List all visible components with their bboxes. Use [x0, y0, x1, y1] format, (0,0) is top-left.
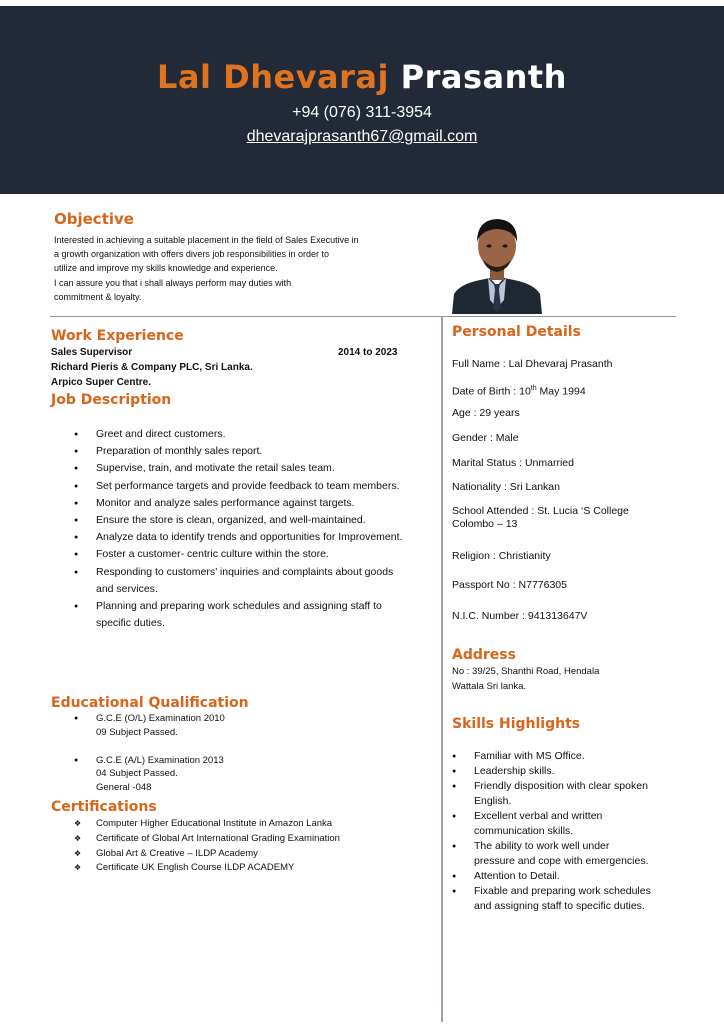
email-link[interactable]: dhevarajprasanth67@gmail.com	[246, 128, 478, 145]
address-line: Wattala Sri lanka.	[452, 680, 527, 692]
list-item: ● Monitor and analyze sales performance against targets.	[74, 495, 404, 512]
list-item: ● Planning and preparing work schedules and assigning staff to specific duties.	[74, 598, 404, 632]
person-portrait-icon	[450, 208, 544, 314]
education-stream: General -048	[96, 782, 152, 794]
list-item: ❖ Global Art & Creative – ILDP Academy	[74, 847, 424, 862]
objective-text	[54, 233, 404, 304]
list-item	[74, 712, 404, 740]
list-item: ● Supervise, train, and motivate the retail sales team.	[74, 460, 404, 477]
list-item: ● The ability to work well under pressure and cope with emergencies.	[452, 839, 652, 869]
education-heading: Educational Qualification	[51, 695, 249, 711]
list-item: ● Familiar with MS Office.	[452, 749, 652, 764]
skills-list	[452, 749, 652, 914]
gender: Gender : Male	[452, 432, 519, 444]
passport-number: Passport No : N7776305	[452, 579, 567, 591]
list-item: ● Preparation of monthly sales report.	[74, 443, 404, 460]
dob-ordinal: th	[530, 385, 537, 392]
list-item: ● Attention to Detail.	[452, 869, 652, 884]
first-name: Lal Dhevaraj	[157, 58, 389, 96]
address-line: No : 39/25, Shanthi Road, Hendala	[452, 666, 600, 677]
list-item: ❖ Certificate UK English Course ILDP ACADEMY	[74, 861, 424, 876]
education-exam: ● G.C.E (O/L) Examination 2010	[96, 713, 225, 724]
education-list	[74, 712, 404, 809]
objective-line: utilize and improve my skills knowledge and experience.	[54, 263, 278, 274]
section-divider-horizontal	[50, 316, 676, 317]
list-item: ● Fixable and preparing work schedules and assigning staff to specific duties.	[452, 884, 652, 914]
list-item: ● Greet and direct customers.	[74, 426, 404, 443]
list-item: ● Leadership skills.	[452, 764, 652, 779]
certifications-heading: Certifications	[51, 799, 157, 815]
nationality: Nationality : Sri Lankan	[452, 481, 560, 493]
objective-heading: Objective	[54, 210, 134, 228]
list-item: ❖ Computer Higher Educational Institute in Amazon Lanka	[74, 817, 424, 832]
objective-line: I can assure you that i shall always perform may duties with	[54, 277, 292, 288]
education-result: 09 Subject Passed.	[96, 726, 178, 738]
certifications-list	[74, 817, 424, 876]
profile-photo	[450, 208, 544, 314]
last-name: Prasanth	[400, 58, 567, 96]
list-item: ● Foster a customer- centric culture within the store.	[74, 546, 404, 563]
candidate-name	[0, 58, 724, 96]
company-name: Richard Pieris & Company PLC, Sri Lanka.	[51, 362, 253, 373]
list-item: ● Ensure the store is clean, organized, and well-maintained.	[74, 512, 404, 529]
objective-line: a growth organization with offers divers job responsibilities in order to	[54, 249, 329, 260]
objective-line: commitment & loyalty.	[54, 291, 142, 302]
education-exam: ● G.C.E (A/L) Examination 2013	[96, 754, 224, 766]
dob-suffix: May 1994	[536, 385, 586, 398]
list-item: ● Excellent verbal and written communication skills.	[452, 809, 652, 839]
job-duties-list	[74, 426, 404, 632]
education-result: 04 Subject Passed.	[96, 768, 178, 780]
address-text	[452, 665, 652, 694]
list-item: ● Responding to customers’ inquiries and complaints about goods and services.	[74, 564, 404, 598]
list-item: ● Friendly disposition with clear spoken English.	[452, 779, 652, 809]
religion: Religion : Christianity	[452, 550, 551, 562]
date-of-birth	[452, 382, 586, 399]
header-banner	[0, 6, 724, 194]
work-experience-heading: Work Experience	[51, 328, 184, 344]
job-years: 2014 to 2023	[338, 347, 398, 358]
address-heading: Address	[452, 647, 516, 663]
list-item: ● Set performance targets and provide feedback to team members.	[74, 478, 404, 495]
full-name: Full Name : Lal Dhevaraj Prasanth	[452, 358, 613, 370]
section-divider-vertical	[441, 316, 443, 1022]
company-branch: Arpico Super Centre.	[51, 377, 152, 388]
skills-heading: Skills Highlights	[452, 716, 581, 732]
age: Age : 29 years	[452, 407, 520, 419]
list-item: ● Analyze data to identify trends and opportunities for Improvement.	[74, 529, 404, 546]
phone-number: +94 (076) 311-3954	[292, 104, 432, 121]
job-role: Sales Supervisor	[51, 347, 133, 358]
list-item: ❖ Certificate of Global Art International Grading Examination	[74, 832, 424, 847]
school-attended: School Attended : St. Lucia ‘S College Colombo – 13	[452, 505, 629, 530]
nic-number: N.I.C. Number : 941313647V	[452, 610, 588, 622]
dob-prefix: Date of Birth : 10	[452, 385, 531, 398]
personal-details-heading: Personal Details	[452, 324, 581, 340]
job-description-heading: Job Description	[51, 392, 172, 408]
list-item	[74, 754, 404, 795]
objective-line: Interested in achieving a suitable placement in the field of Sales Executive in	[54, 235, 359, 245]
marital-status: Marital Status : Unmarried	[452, 457, 574, 469]
